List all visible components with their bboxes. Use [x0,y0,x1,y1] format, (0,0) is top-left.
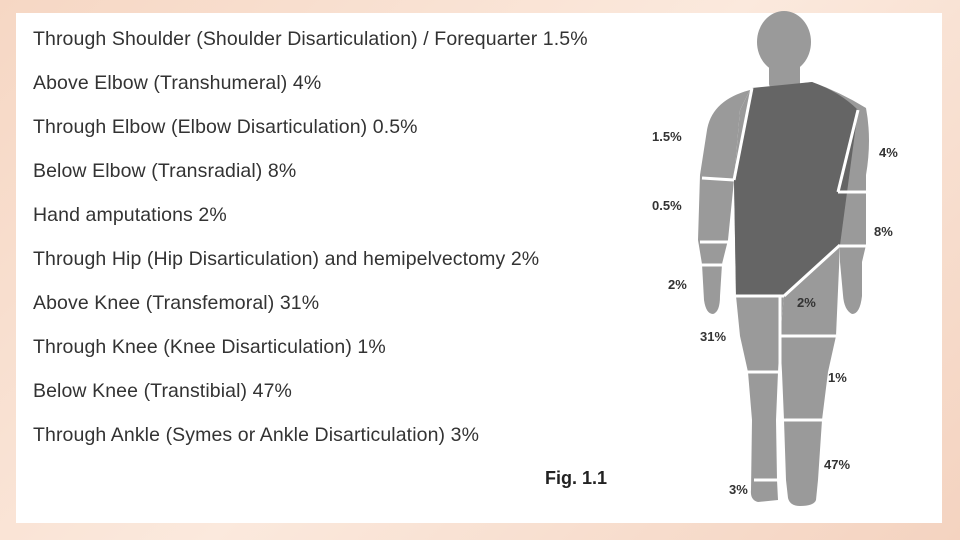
list-item-hip: Through Hip (Hip Disarticulation) and hemipelvectomy 2% [33,248,540,270]
label-through-knee: 1% [828,370,847,385]
list-item-above-knee: Above Knee (Transfemoral) 31% [33,292,320,314]
label-through-elbow: 0.5% [652,198,682,213]
divider-left-upperarm [702,178,734,180]
label-hand: 2% [668,277,687,292]
left-leg-shape [736,296,784,502]
label-hip: 2% [797,295,816,310]
list-item-above-elbow: Above Elbow (Transhumeral) 4% [33,72,322,94]
list-item-below-knee: Below Knee (Transtibial) 47% [33,380,292,402]
list-item-ankle: Through Ankle (Symes or Ankle Disarticulation) 3% [33,424,480,446]
list-item-below-elbow: Below Elbow (Transradial) 8% [33,160,297,182]
label-ankle: 3% [729,482,748,497]
list-item-through-elbow: Through Elbow (Elbow Disarticulation) 0.5% [33,116,418,138]
list-item-hand: Hand amputations 2% [33,204,227,226]
label-below-elbow: 8% [874,224,893,239]
figure-caption: Fig. 1.1 [545,468,608,488]
label-shoulder: 1.5% [652,129,682,144]
label-below-knee: 47% [824,457,851,472]
label-above-knee: 31% [700,329,727,344]
list-item-through-knee: Through Knee (Knee Disarticulation) 1% [33,336,386,358]
label-above-elbow: 4% [879,145,898,160]
list-item-shoulder: Through Shoulder (Shoulder Disarticulation) / Forequarter 1.5% [33,28,588,50]
